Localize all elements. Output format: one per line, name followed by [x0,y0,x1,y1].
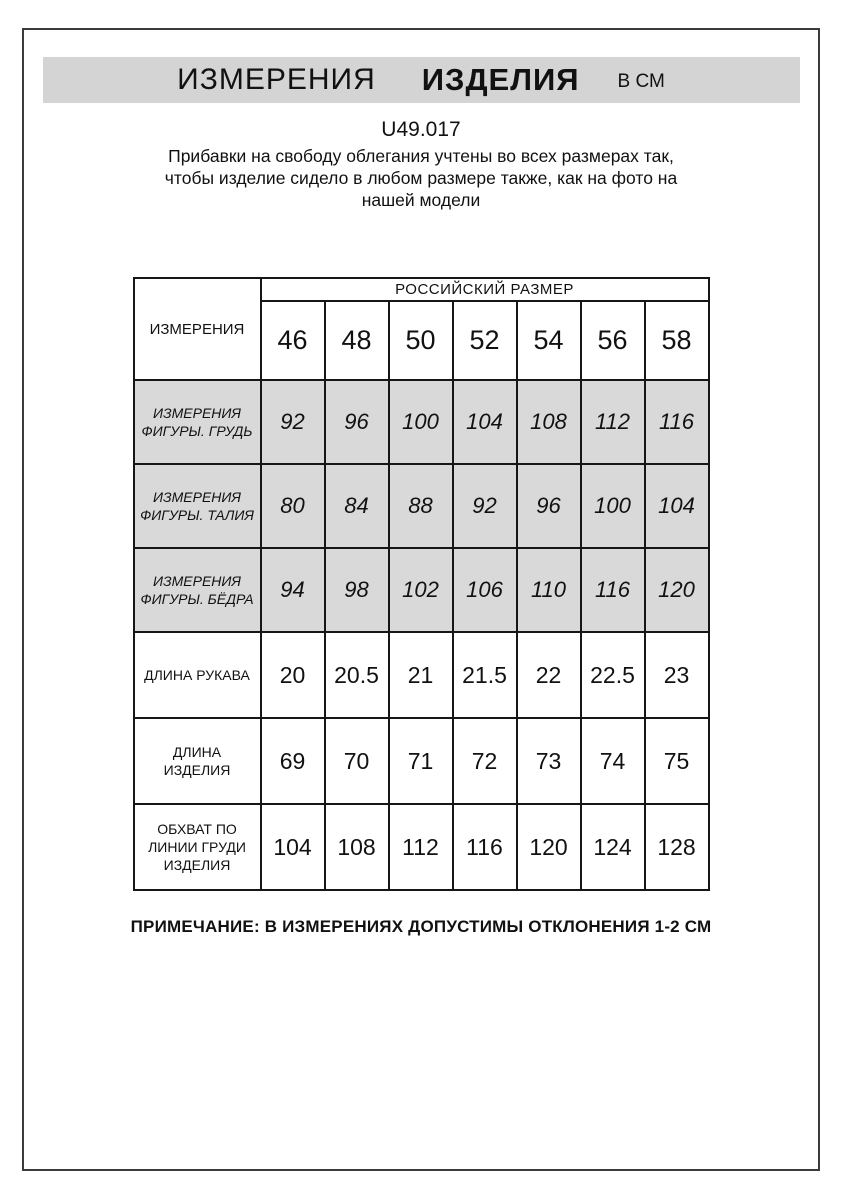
value-cell: 112 [389,804,453,890]
title-word-units: В СМ [617,71,665,92]
table-row [134,718,709,804]
value-cell: 94 [261,548,325,632]
size-column-header: 56 [581,301,645,380]
value-cell: 120 [645,548,709,632]
value-cell: 22 [517,632,581,718]
title-word-product: ИЗДЕЛИЯ [421,62,580,97]
value-cell: 75 [645,718,709,804]
page-border-frame [22,28,820,1171]
value-cell: 73 [517,718,581,804]
table-row [134,548,709,632]
value-cell: 104 [261,804,325,890]
value-cell: 72 [453,718,517,804]
value-cell: 116 [581,548,645,632]
value-cell: 106 [453,548,517,632]
article-code: U49.017 [381,118,461,141]
row-label: ИЗМЕРЕНИЯ ФИГУРЫ. ТАЛИЯ [134,464,261,548]
value-cell: 116 [453,804,517,890]
row-label: ИЗМЕРЕНИЯ ФИГУРЫ. ГРУДЬ [134,380,261,464]
value-cell: 74 [581,718,645,804]
value-cell: 88 [389,464,453,548]
value-cell: 71 [389,718,453,804]
size-column-header: 48 [325,301,389,380]
value-cell: 100 [581,464,645,548]
value-cell: 112 [581,380,645,464]
value-cell: 23 [645,632,709,718]
value-cell: 102 [389,548,453,632]
size-column-header: 50 [389,301,453,380]
value-cell: 104 [453,380,517,464]
size-table [133,277,710,891]
row-label: ОБХВАТ ПО ЛИНИИ ГРУДИ ИЗДЕЛИЯ [134,804,261,890]
value-cell: 96 [517,464,581,548]
table-row [134,464,709,548]
description-line: чтобы изделие сидело в любом размере также, как на фото на [164,168,678,188]
value-cell: 92 [453,464,517,548]
description-line: Прибавки на свободу облегания учтены во всех размерах так, [168,146,674,166]
size-column-header: 58 [645,301,709,380]
value-cell: 21 [389,632,453,718]
value-cell: 128 [645,804,709,890]
table-row [134,632,709,718]
value-cell: 120 [517,804,581,890]
size-column-header: 46 [261,301,325,380]
table-row [134,804,709,890]
value-cell: 92 [261,380,325,464]
value-cell: 80 [261,464,325,548]
value-cell: 108 [325,804,389,890]
description-paragraph [24,145,818,211]
value-cell: 21.5 [453,632,517,718]
table-row [134,380,709,464]
value-cell: 104 [645,464,709,548]
row-label: ИЗМЕРЕНИЯ ФИГУРЫ. БЁДРА [134,548,261,632]
value-cell: 70 [325,718,389,804]
value-cell: 22.5 [581,632,645,718]
value-cell: 108 [517,380,581,464]
value-cell: 110 [517,548,581,632]
value-cell: 96 [325,380,389,464]
value-cell: 84 [325,464,389,548]
value-cell: 100 [389,380,453,464]
description-line: нашей модели [361,190,481,210]
value-cell: 124 [581,804,645,890]
value-cell: 116 [645,380,709,464]
title-bar [43,57,800,103]
value-cell: 69 [261,718,325,804]
group-header-row [134,278,709,301]
title-word-measurements: ИЗМЕРЕНИЯ [177,63,376,96]
value-cell: 20 [261,632,325,718]
size-column-header: 54 [517,301,581,380]
value-cell: 98 [325,548,389,632]
row-label: ДЛИНА РУКАВА [134,632,261,718]
size-column-header: 52 [453,301,517,380]
measurements-corner-header: ИЗМЕРЕНИЯ [134,278,261,380]
russian-size-header: РОССИЙСКИЙ РАЗМЕР [261,278,709,301]
note-text: ПРИМЕЧАНИЕ: В ИЗМЕРЕНИЯХ ДОПУСТИМЫ ОТКЛОНЕНИЯ 1-2 СМ [130,917,712,936]
row-label: ДЛИНА ИЗДЕЛИЯ [134,718,261,804]
value-cell: 20.5 [325,632,389,718]
